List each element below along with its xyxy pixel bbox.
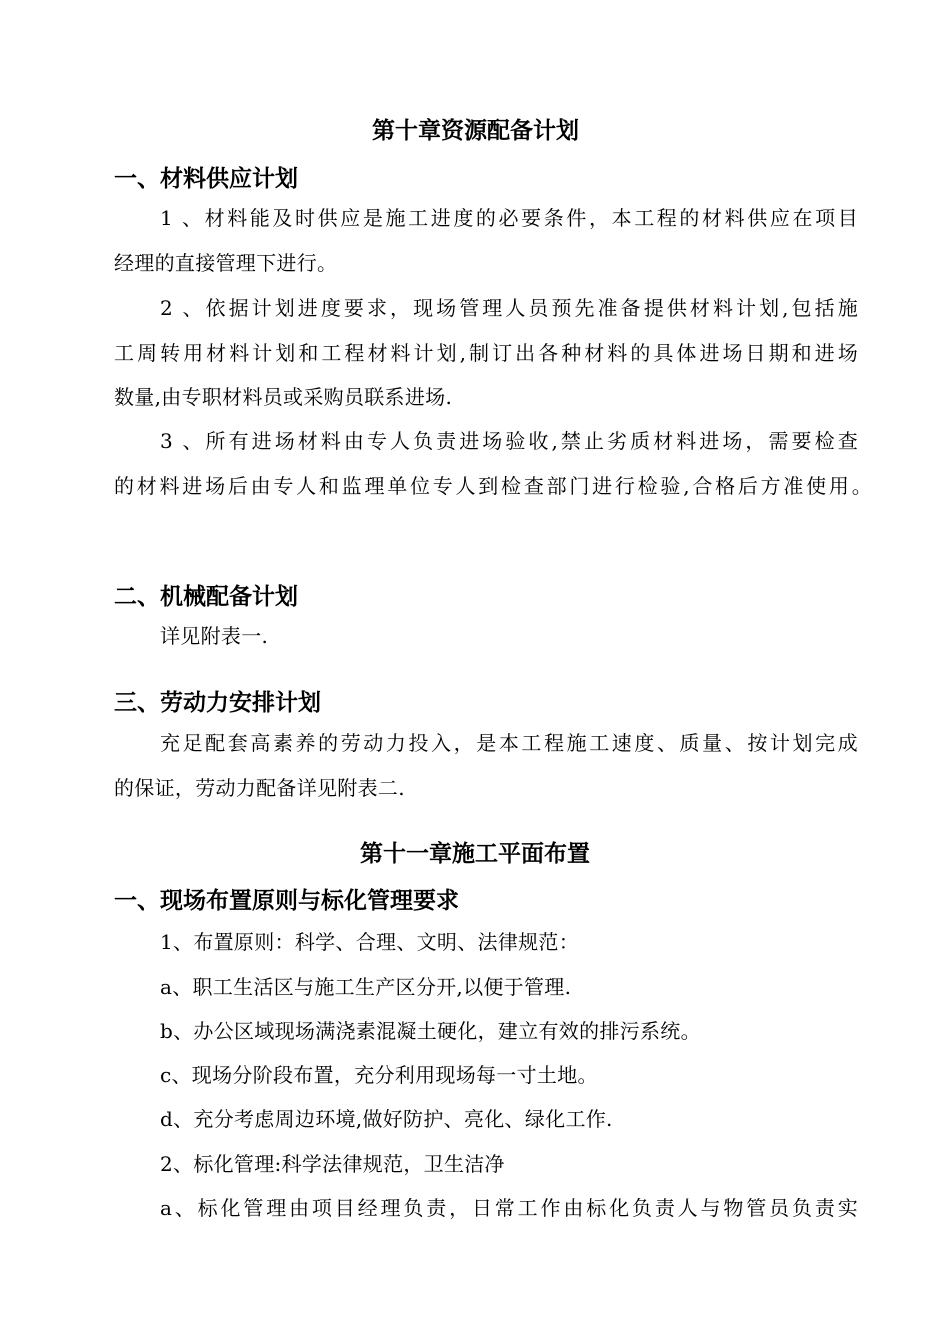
labor-para-line-1: 充足配套高素养的劳动力投入，是本工程施工速度、质量、按计划完成 xyxy=(160,731,858,755)
chapter-10-title: 第十章资源配备计划 xyxy=(372,118,579,144)
material-para-1-line-2: 经理的直接管理下进行。 xyxy=(114,251,338,275)
section-site-layout-heading: 一、现场布置原则与标化管理要求 xyxy=(114,888,459,914)
material-para-2-line-2: 工周转用材料计划和工程材料计划,制订出各种材料的具体进场日期和进场 xyxy=(114,341,858,365)
list-item: 1、布置原则：科学、合理、文明、法律规范： xyxy=(160,930,580,954)
material-para-3-line-1: 3 、所有进场材料由专人负责进场验收,禁止劣质材料进场，需要检查 xyxy=(160,429,858,453)
list-item: 2、标化管理:科学法律规范，卫生洁净 xyxy=(160,1152,505,1176)
chapter-11-title: 第十一章施工平面布置 xyxy=(360,841,590,867)
labor-para-line-2: 的保证，劳动力配备详见附表二. xyxy=(114,776,405,800)
material-para-3-line-2: 的材料进场后由专人和监理单位专人到检查部门进行检验,合格后方准使用。 xyxy=(114,474,872,498)
material-para-2-line-1: 2 、依据计划进度要求，现场管理人员预先准备提供材料计划,包括施 xyxy=(160,296,858,320)
material-para-1-line-1: 1 、材料能及时供应是施工进度的必要条件，本工程的材料供应在项目 xyxy=(160,206,858,230)
list-item: d、充分考虑周边环境,做好防护、亮化、绿化工作. xyxy=(160,1107,613,1131)
section-labor-heading: 三、劳动力安排计划 xyxy=(114,690,321,716)
list-item: b、办公区域现场满浇素混凝土硬化，建立有效的排污系统。 xyxy=(160,1019,701,1043)
list-item: a、职工生活区与施工生产区分开,以便于管理. xyxy=(160,975,572,999)
section-material-supply-heading: 一、材料供应计划 xyxy=(114,166,298,192)
list-item: a、标化管理由项目经理负责，日常工作由标化负责人与物管员负责实 xyxy=(160,1196,858,1220)
list-item: c、现场分阶段布置，充分利用现场每一寸土地。 xyxy=(160,1063,598,1087)
section-machinery-heading: 二、机械配备计划 xyxy=(114,584,298,610)
machinery-para: 详见附表一. xyxy=(160,624,269,648)
material-para-2-line-3: 数量,由专职材料员或采购员联系进场. xyxy=(114,385,453,409)
